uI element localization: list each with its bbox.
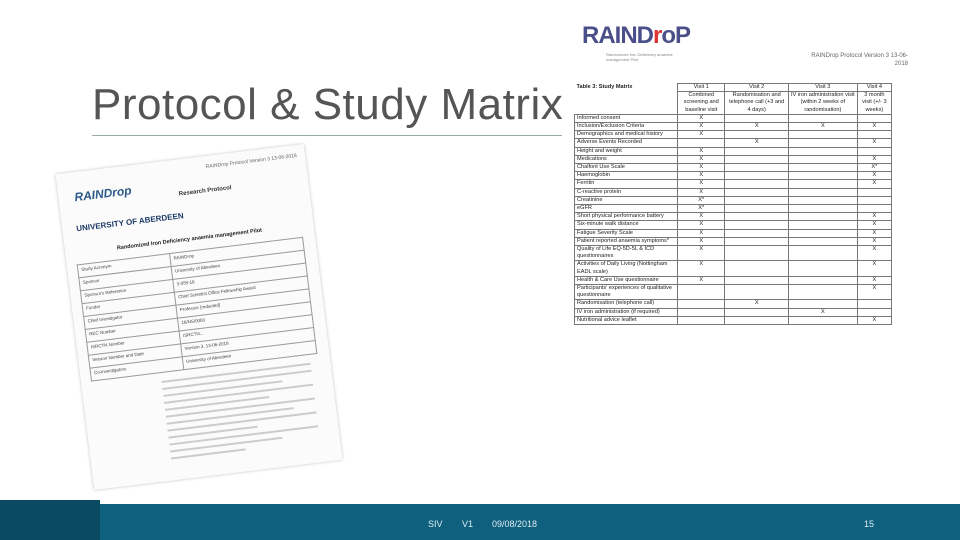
matrix-row bbox=[575, 261, 892, 276]
matrix-row bbox=[575, 221, 892, 229]
visit-mark bbox=[725, 164, 788, 172]
document-version: RAINDrop Protocol Version 3 13-06-2018 bbox=[205, 152, 298, 171]
matrix-row bbox=[575, 213, 892, 221]
document-heading: Randomized Iron Deficiency anaemia management Pilot bbox=[116, 227, 263, 252]
visit-mark bbox=[725, 114, 788, 122]
visit-mark: X bbox=[678, 164, 725, 172]
visit-mark: X bbox=[857, 276, 891, 284]
activity-label: Patient reported anaemia symptoms* bbox=[575, 237, 678, 245]
document-field-value: RAINDrop bbox=[169, 237, 304, 266]
visit-mark: X bbox=[678, 131, 725, 139]
visit-mark bbox=[788, 172, 857, 180]
matrix-row bbox=[575, 139, 892, 147]
slide-number: 15 bbox=[864, 519, 875, 529]
document-logo: RAINDrop bbox=[73, 183, 133, 205]
activity-label: Adverse Events Recorded bbox=[575, 139, 678, 147]
visit-mark: X bbox=[678, 276, 725, 284]
visit-mark bbox=[725, 213, 788, 221]
document-field-value: 18/NS/0083 bbox=[177, 302, 312, 331]
visit-description: Randomisation and telephone call (+3 and 4 days) bbox=[725, 92, 788, 115]
visit-mark bbox=[725, 131, 788, 139]
activity-label: Health & Care Use questionnaire bbox=[575, 276, 678, 284]
matrix-row bbox=[575, 164, 892, 172]
visit-mark bbox=[725, 237, 788, 245]
visit-mark bbox=[788, 300, 857, 308]
visit-mark bbox=[678, 300, 725, 308]
visit-mark: X bbox=[857, 172, 891, 180]
activity-label: Creatinine bbox=[575, 196, 678, 204]
visit-mark bbox=[788, 164, 857, 172]
document-text-lines bbox=[162, 363, 321, 465]
visit-mark bbox=[857, 196, 891, 204]
visit-mark: X* bbox=[857, 164, 891, 172]
matrix-row bbox=[575, 300, 892, 308]
visit-mark bbox=[788, 188, 857, 196]
visit-mark: X bbox=[678, 172, 725, 180]
activity-label: C-reactive protein bbox=[575, 188, 678, 196]
visit-mark: X bbox=[725, 300, 788, 308]
activity-label: IV iron administration (if required) bbox=[575, 308, 678, 316]
visit-mark bbox=[788, 261, 857, 276]
visit-mark: X bbox=[678, 229, 725, 237]
visit-mark: X bbox=[857, 285, 891, 300]
matrix-row bbox=[575, 131, 892, 139]
visit-mark bbox=[725, 276, 788, 284]
matrix-row bbox=[575, 180, 892, 188]
document-field-label: Co-investigators bbox=[90, 357, 184, 381]
visit-mark bbox=[725, 196, 788, 204]
visit-mark: X bbox=[678, 147, 725, 155]
document-field-label: Sponsor bbox=[79, 267, 173, 291]
matrix-row bbox=[575, 188, 892, 196]
matrix-row bbox=[575, 316, 892, 324]
activity-label: Haemoglobin bbox=[575, 172, 678, 180]
visit-mark bbox=[788, 205, 857, 213]
visit-mark bbox=[725, 229, 788, 237]
visit-mark bbox=[725, 147, 788, 155]
study-matrix-table bbox=[574, 83, 892, 325]
matrix-caption: Table 3: Study Matrix bbox=[576, 83, 633, 90]
activity-label: Nutritional advice leaflet bbox=[575, 316, 678, 324]
matrix-row bbox=[575, 147, 892, 155]
matrix-row bbox=[575, 155, 892, 163]
visit-mark bbox=[857, 188, 891, 196]
document-field-label: Study Acronym bbox=[77, 254, 171, 278]
logo-subtitle: Randomized Iron Deficiency anaemia management Pilot bbox=[606, 52, 673, 62]
document-field-label: Funder bbox=[82, 292, 176, 316]
visit-mark: X* bbox=[678, 196, 725, 204]
visit-mark bbox=[725, 172, 788, 180]
visit-mark: X bbox=[678, 237, 725, 245]
document-subtitle: Research Protocol bbox=[178, 185, 232, 198]
document-field-label: Chief Investigator bbox=[84, 305, 178, 329]
visit-mark: X bbox=[678, 261, 725, 276]
visit-mark bbox=[788, 139, 857, 147]
activity-label: Chalfont Use Scale bbox=[575, 164, 678, 172]
matrix-row bbox=[575, 246, 892, 261]
matrix-row bbox=[575, 276, 892, 284]
visit-mark bbox=[678, 285, 725, 300]
visit-mark: X bbox=[678, 188, 725, 196]
visit-mark bbox=[725, 205, 788, 213]
visit-mark bbox=[725, 261, 788, 276]
visit-mark bbox=[788, 213, 857, 221]
activity-label: Quality of Life EQ-5D-5L & ICD questionnaires bbox=[575, 246, 678, 261]
visit-mark: X bbox=[678, 114, 725, 122]
matrix-row bbox=[575, 285, 892, 300]
visit-mark: X bbox=[678, 123, 725, 131]
matrix-row bbox=[575, 114, 892, 122]
visit-mark: X bbox=[857, 180, 891, 188]
visit-mark bbox=[788, 285, 857, 300]
visit-mark: X bbox=[725, 139, 788, 147]
visit-description: Combined screening and baseline visit bbox=[678, 92, 725, 115]
visit-description: 3 month visit (+/- 3 weeks) bbox=[857, 92, 891, 115]
visit-mark: X bbox=[678, 246, 725, 261]
activity-label: Demographics and medical history bbox=[575, 131, 678, 139]
activity-label: eGFR bbox=[575, 205, 678, 213]
footer-author: SIV bbox=[428, 519, 443, 529]
activity-label: Height and weight bbox=[575, 147, 678, 155]
footer-accent bbox=[0, 500, 100, 540]
protocol-version-text: RAINDrop Protocol Version 3 13-06-2018 bbox=[811, 53, 908, 67]
footer-version: V1 bbox=[462, 519, 474, 529]
visit-mark: X* bbox=[678, 205, 725, 213]
protocol-document-image bbox=[56, 144, 343, 490]
raindrop-logo: RAINDroP Randomized Iron Deficiency anaemia management Pilot bbox=[582, 22, 702, 62]
title-divider bbox=[92, 135, 562, 136]
visit-mark bbox=[725, 221, 788, 229]
visit-mark: X bbox=[678, 180, 725, 188]
visit-mark bbox=[725, 188, 788, 196]
visit-mark: X bbox=[857, 246, 891, 261]
visit-mark bbox=[725, 285, 788, 300]
document-field-label: REC Number bbox=[85, 318, 179, 342]
visit-mark: X bbox=[788, 308, 857, 316]
footer-bar bbox=[0, 504, 960, 540]
activity-label: Randomisation (telephone call) bbox=[575, 300, 678, 308]
visit-mark: X bbox=[857, 139, 891, 147]
visit-mark bbox=[788, 246, 857, 261]
visit-mark bbox=[788, 229, 857, 237]
visit-mark bbox=[788, 221, 857, 229]
visit-header: Visit 4 bbox=[857, 84, 891, 92]
matrix-row bbox=[575, 237, 892, 245]
university-logo: UNIVERSITY OF ABERDEEN bbox=[75, 211, 185, 234]
visit-mark: X bbox=[857, 155, 891, 163]
visit-mark bbox=[788, 131, 857, 139]
document-field-value: ISRCTN... bbox=[179, 315, 314, 344]
visit-mark bbox=[788, 114, 857, 122]
document-field-value: Chief Scientist Office Fellowship Award bbox=[174, 276, 309, 305]
visit-mark bbox=[725, 180, 788, 188]
activity-label: Activities of Daily Living (Nottingham EADL scale) bbox=[575, 261, 678, 276]
visit-mark: X bbox=[857, 316, 891, 324]
visit-mark: X bbox=[857, 123, 891, 131]
visit-header: Visit 1 bbox=[678, 84, 725, 92]
document-field-label: Sponsor's Reference bbox=[80, 279, 174, 303]
visit-mark bbox=[725, 155, 788, 163]
visit-mark bbox=[678, 316, 725, 324]
visit-mark bbox=[788, 276, 857, 284]
visit-mark: X bbox=[857, 221, 891, 229]
visit-mark bbox=[857, 205, 891, 213]
document-field-value: University of Aberdeen bbox=[171, 250, 306, 279]
visit-mark: X bbox=[678, 155, 725, 163]
visit-mark bbox=[788, 316, 857, 324]
activity-label: Ferritin bbox=[575, 180, 678, 188]
document-field-value: University of Aberdeen bbox=[182, 341, 317, 370]
activity-label: Participants' experiences of qualitative questionnaire bbox=[575, 285, 678, 300]
visit-mark bbox=[857, 300, 891, 308]
visit-mark bbox=[788, 147, 857, 155]
activity-label: Medications bbox=[575, 155, 678, 163]
visit-mark: X bbox=[857, 261, 891, 276]
matrix-row bbox=[575, 172, 892, 180]
document-field-value: Professor [redacted] bbox=[176, 289, 311, 318]
matrix-row bbox=[575, 205, 892, 213]
visit-header: Visit 3 bbox=[788, 84, 857, 92]
visit-mark bbox=[788, 196, 857, 204]
visit-mark bbox=[725, 308, 788, 316]
visit-mark bbox=[788, 180, 857, 188]
document-field-value: Version 3, 13-06-2018 bbox=[181, 328, 316, 357]
visit-mark: X bbox=[678, 213, 725, 221]
document-field-value: 3-055-18 bbox=[173, 263, 308, 292]
visit-mark: X bbox=[725, 123, 788, 131]
matrix-row bbox=[575, 308, 892, 316]
visit-mark: X bbox=[857, 213, 891, 221]
activity-label: Inclusion/Exclusion Criteria bbox=[575, 123, 678, 131]
activity-label: Short physical performance battery bbox=[575, 213, 678, 221]
visit-mark: X bbox=[678, 221, 725, 229]
visit-mark: X bbox=[857, 237, 891, 245]
matrix-row bbox=[575, 196, 892, 204]
visit-header: Visit 2 bbox=[725, 84, 788, 92]
visit-description: IV iron administration visit (within 2 weeks of randomisation) bbox=[788, 92, 857, 115]
footer-date: 09/08/2018 bbox=[492, 519, 538, 529]
document-table bbox=[77, 237, 318, 382]
document-field-label: Version Number and Date bbox=[88, 344, 182, 368]
activity-label: Six-minute walk distance bbox=[575, 221, 678, 229]
visit-mark bbox=[725, 316, 788, 324]
matrix-row bbox=[575, 123, 892, 131]
visit-mark bbox=[857, 147, 891, 155]
visit-mark bbox=[857, 131, 891, 139]
visit-mark bbox=[857, 308, 891, 316]
visit-mark bbox=[678, 308, 725, 316]
visit-mark bbox=[788, 155, 857, 163]
matrix-row bbox=[575, 229, 892, 237]
document-field-label: ISRCTN Number bbox=[87, 331, 181, 355]
activity-label: Informed consent bbox=[575, 114, 678, 122]
visit-mark bbox=[857, 114, 891, 122]
visit-mark: X bbox=[788, 123, 857, 131]
visit-mark bbox=[788, 237, 857, 245]
activity-label: Fatigue Severity Scale bbox=[575, 229, 678, 237]
visit-mark bbox=[725, 246, 788, 261]
slide-title: Protocol & Study Matrix bbox=[92, 80, 564, 129]
visit-mark bbox=[678, 139, 725, 147]
visit-mark: X bbox=[857, 229, 891, 237]
